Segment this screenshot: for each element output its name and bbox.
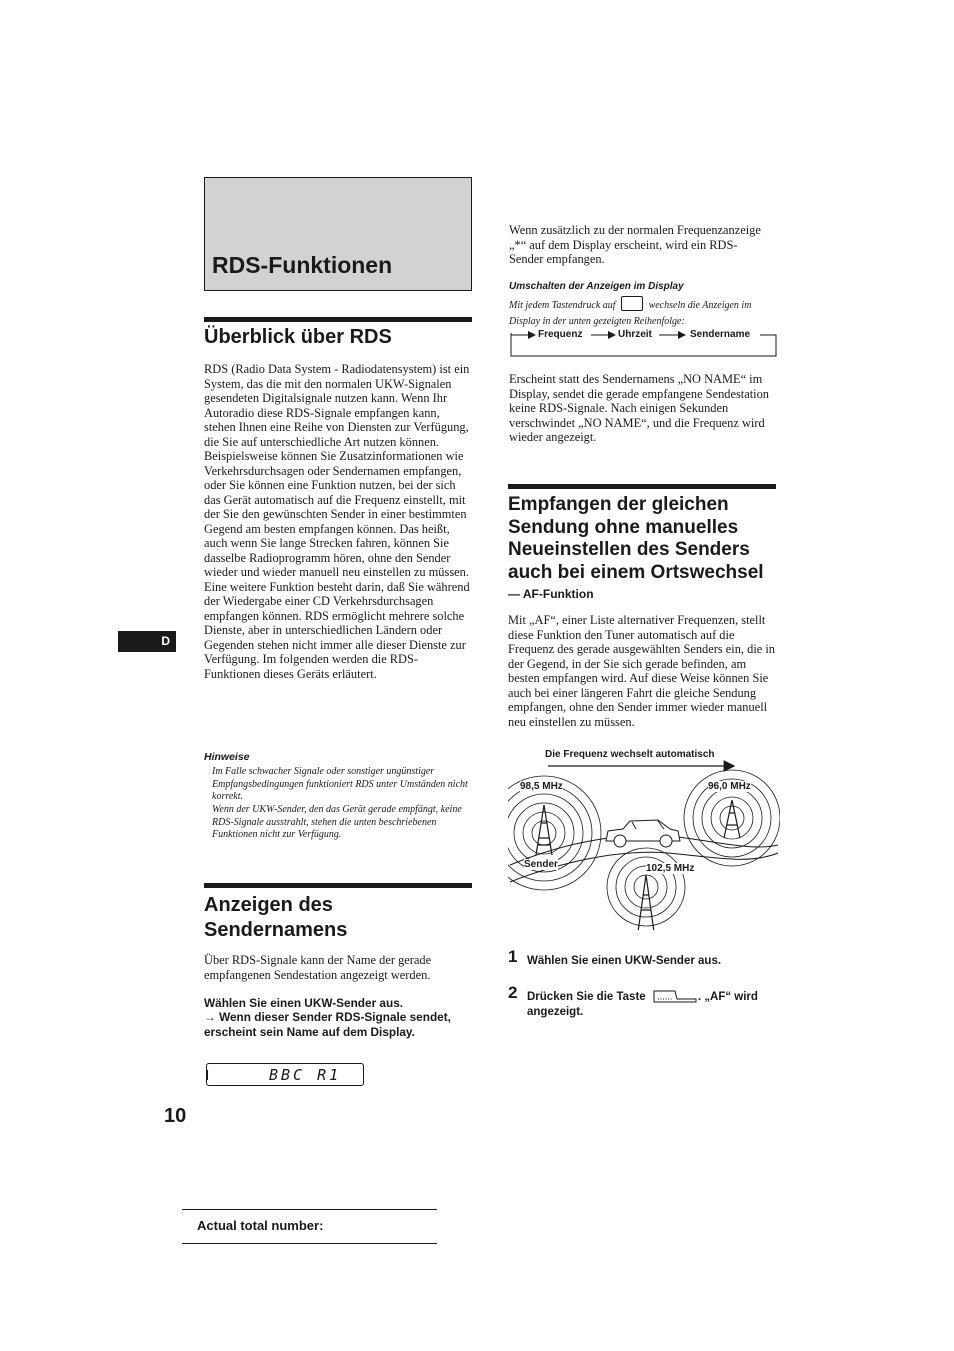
lcd-display	[206, 1063, 364, 1086]
language-tab	[118, 631, 176, 652]
switch-text-a: Mit jedem Tastendruck auf	[509, 300, 616, 311]
af-caption: Die Frequenz wechselt automatisch	[545, 749, 715, 760]
station-name-result: → Wenn dieser Sender RDS-Signale sendet, erscheint sein Name auf dem Display.	[204, 1010, 451, 1039]
section-rule	[204, 317, 472, 322]
station-name-body: Über RDS-Signale kann der Name der gerade empfangenen Sendestation angezeigt werden.	[204, 953, 432, 982]
note-2: Wenn der UKW-Sender, den das Gerät gerade empfängt, keine RDS-Signale ausstrahlt, stehen die unten beschriebenen Funktionen nicht zur Verfügung.	[212, 804, 462, 841]
overview-heading: Überblick über RDS	[204, 326, 392, 348]
freq-left: 98,5 MHz	[520, 781, 563, 792]
station-name-heading: Anzeigen des Sendernamens	[204, 894, 348, 941]
step-1-text: Wählen Sie einen UKW-Sender aus.	[527, 955, 722, 967]
page-number: 10	[164, 1105, 187, 1127]
display-button-icon	[621, 296, 643, 311]
step-2-number: 2	[508, 983, 518, 1002]
step-2-text-b: . „AF“ wird angezeigt.	[527, 991, 758, 1018]
cycle-item-uhrzeit: Uhrzeit	[618, 329, 652, 340]
overview-body: RDS (Radio Data System - Radiodatensystem) ist ein System, das die mit den normalen UKW-Signalen gesendeten Digitalsignale nutzen kann. Wenn Ihr Autoradio diese RDS-Signale empfangen kann, stehen Ihnen eine Reihe von Diensten zur Verfügung, die Sie auf unterschiedliche Art nutzen können. Beispielsweise können Sie Zusatzinformationen wie Verkehrsdurchsagen oder Sendernamen empfangen, oder Sie können eine Funktion nutzen, bei der sich das Gerät automatisch auf die Frequenz einstellt, mit der Sie den gewünschten Sender in einer bestimmten Gegend am besten empfangen können. Das heißt, auch wenn Sie lange Strecken fahren, können Sie dasselbe Radioprogramm hören, ohne den Sender wieder und wieder manuell neu einstellen zu müssen. Eine weitere Funktion besteht darin, daß Sie während der Wiedergabe einer CD Verkehrsdurchsagen empfangen können. RDS ermöglicht mehrere solche Dienste, aber in unterschiedlichen Ländern oder Gegenden stehen nicht immer alle dieser Dienste zur Verfügung. Im folgenden werden die RDS-Funktionen dieses Geräts erläutert.	[204, 362, 470, 681]
station-name-instruction: Wählen Sie einen UKW-Sender aus.	[204, 996, 404, 1010]
switch-title: Umschalten der Anzeigen im Display	[509, 281, 684, 292]
no-name-text: Erscheint statt des Sendernamens „NO NAME“ im Display, sendet die gerade empfangene Sendestation keine RDS-Signale. Nach einigen Sekunden verschwindet „NO NAME“, und die Frequenz wird wieder angezeigt.	[509, 372, 769, 444]
af-body: Mit „AF“, einer Liste alternativer Frequenzen, stellt diese Funktion den Tuner automatisch auf die Frequenz des gerade ausgewählten Senders ein, die in der Gegend, in der Sie sich gerade befinden, am besten empfangen wird. Auf diese Weise können Sie auch bei einer längeren Fahrt die gleiche Sendung empfangen, ohne den Sender immer wieder manuell neu einstellen zu müssen.	[508, 613, 775, 729]
af-button-icon	[653, 989, 697, 1003]
switch-text	[509, 296, 779, 330]
footer-rule-bottom	[182, 1243, 437, 1244]
cycle-item-frequenz: Frequenz	[538, 329, 583, 340]
section-rule	[508, 484, 776, 489]
note-1: Im Falle schwacher Signale oder sonstiger ungünstiger Empfangsbedingungen funktioniert RDS unter Umständen nicht korrekt.	[212, 766, 468, 803]
freq-bottom: 102,5 MHz	[646, 863, 695, 874]
footer-label: Actual total number:	[197, 1218, 324, 1233]
lcd-display-text: BBC R1	[269, 1066, 342, 1084]
cycle-item-sendername: Sendername	[690, 329, 751, 340]
language-tab-label: D	[161, 634, 170, 648]
switch-text-b: wechseln die Anzeigen im Display in der unten gezeigten Reihenfolge:	[509, 300, 752, 327]
freq-right: 96,0 MHz	[708, 781, 751, 792]
footer-rule-top	[182, 1209, 437, 1210]
notes-title: Hinweise	[204, 751, 250, 763]
step-2-text-a: Drücken Sie die Taste	[527, 991, 646, 1003]
sender-label: Sender	[524, 859, 558, 870]
af-subheading: — AF-Funktion	[508, 587, 594, 601]
step-2-text	[527, 989, 782, 1019]
af-illustration	[508, 745, 780, 930]
af-heading: Empfangen der gleichen Sendung ohne manuelles Neueinstellen des Senders auch bei einem Ortswechsel	[508, 494, 764, 583]
chapter-title: RDS-Funktionen	[212, 252, 393, 278]
rds-indicator-text: Wenn zusätzlich zu der normalen Frequenzanzeige „*“ auf dem Display erscheint, wird ein RDS-Sender empfangen.	[509, 223, 761, 266]
step-1-number: 1	[508, 947, 518, 966]
chapter-title-box	[204, 177, 472, 291]
section-rule	[204, 883, 472, 888]
